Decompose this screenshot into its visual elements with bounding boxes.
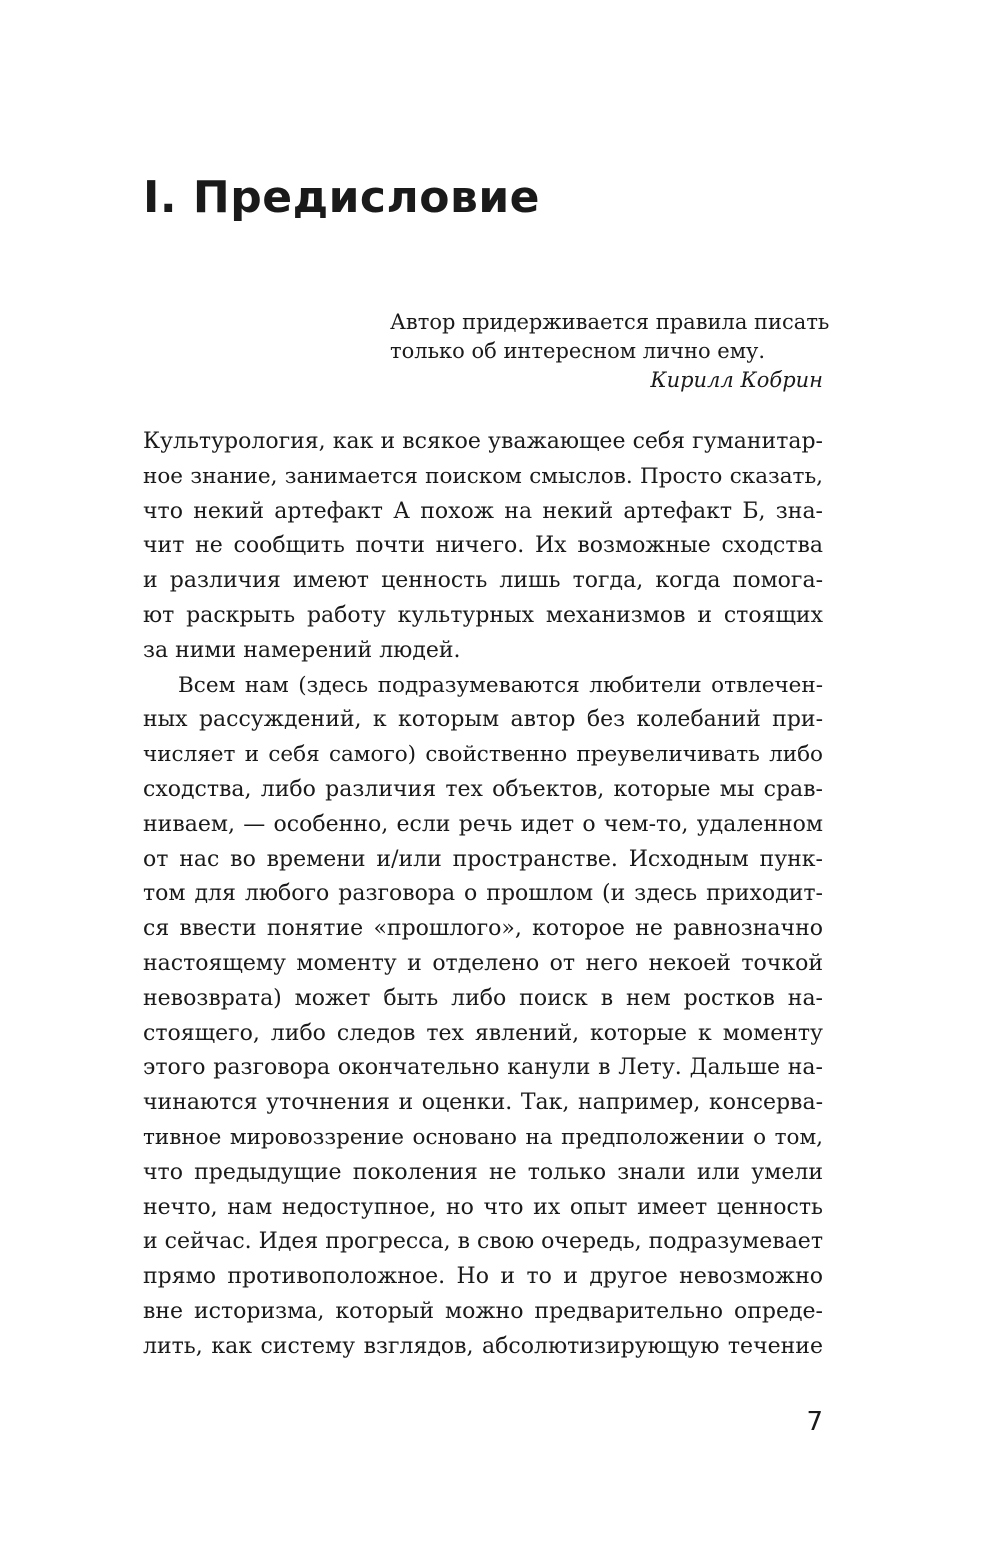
text-line: от нас во времени и/или пространстве. Исходным пунк- xyxy=(143,846,823,872)
text-line: за ними намерений людей. xyxy=(143,637,461,663)
epigraph-line: только об интересном лично ему. xyxy=(390,339,766,363)
epigraph-author: Кирилл Кобрин xyxy=(650,368,823,392)
body-text xyxy=(143,425,823,1365)
text-line: Всем нам (здесь подразумеваются любители отвлечен- xyxy=(178,672,823,698)
text-line: лить, как систему взглядов, абсолютизирующую течение xyxy=(143,1333,823,1359)
text-line: настоящему моменту и отделено от него некоей точкой xyxy=(143,950,823,976)
text-line: ных рассуждений, к которым автор без колебаний при- xyxy=(143,707,823,733)
text-line: сходства, либо различия тех объектов, которые мы срав- xyxy=(143,776,823,802)
text-line: тивное мировоззрение основано на предположении о том, xyxy=(143,1124,823,1150)
text-line: нечто, нам недоступное, но что их опыт имеет ценность xyxy=(143,1194,823,1220)
text-line: прямо противоположное. Но и то и другое невозможно xyxy=(143,1264,823,1290)
epigraph xyxy=(390,308,830,395)
text-line: что предыдущие поколения не только знали или умели xyxy=(143,1159,823,1185)
paragraph-2 xyxy=(143,669,823,1365)
epigraph-line: Автор придерживается правила писать xyxy=(390,310,830,334)
text-line: ся ввести понятие «прошлого», которое не равнозначно xyxy=(143,916,823,942)
text-line: и сейчас. Идея прогресса, в свою очередь, подразумевает xyxy=(143,1229,823,1255)
text-line: что некий артефакт А похож на некий артефакт Б, зна- xyxy=(143,498,823,524)
text-line: том для любого разговора о прошлом (и здесь приходит- xyxy=(143,881,823,907)
chapter-title: I. Предисловие xyxy=(143,172,540,223)
text-line: этого разговора окончательно канули в Лету. Дальше на- xyxy=(143,1055,823,1081)
text-line: ное знание, занимается поиском смыслов. Просто сказать, xyxy=(143,463,823,489)
text-line: Культурология, как и всякое уважающее себя гуманитар- xyxy=(143,429,823,454)
text-line: вне историзма, который можно предварительно опреде- xyxy=(143,1298,823,1324)
text-line: и различия имеют ценность лишь тогда, когда помога- xyxy=(143,568,823,594)
text-line: чинаются уточнения и оценки. Так, например, консерва- xyxy=(143,1090,823,1116)
text-line: ют раскрыть работу культурных механизмов и стоящих xyxy=(143,602,823,628)
page-number: 7 xyxy=(806,1407,823,1437)
text-line: ниваем, — особенно, если речь идет о чем-то, удаленном xyxy=(143,811,823,837)
text-line: чит не сообщить почти ничего. Их возможные сходства xyxy=(143,533,823,559)
text-line: невозврата) может быть либо поиск в нем ростков на- xyxy=(143,985,823,1011)
text-line: стоящего, либо следов тех явлений, которые к моменту xyxy=(143,1020,823,1046)
text-line: числяет и себя самого) свойственно преувеличивать либо xyxy=(143,742,823,768)
paragraph-1 xyxy=(143,425,823,669)
